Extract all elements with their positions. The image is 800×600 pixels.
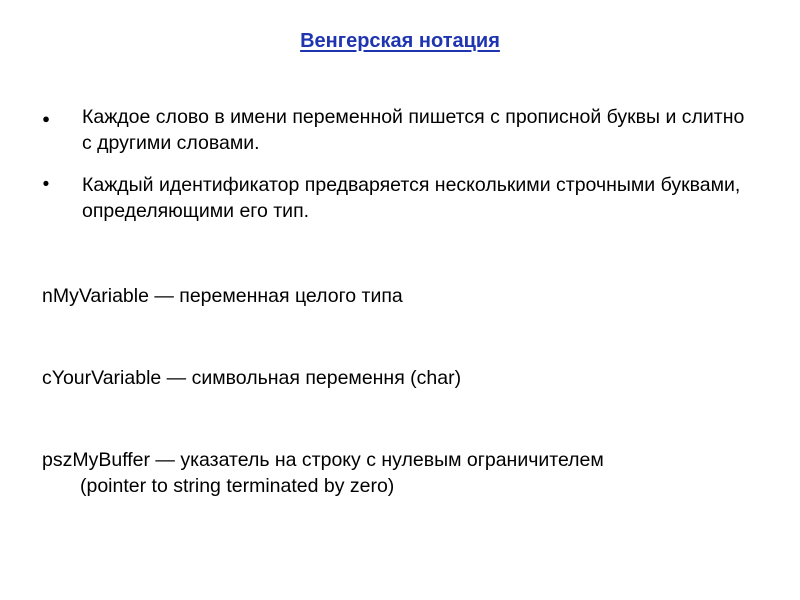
example-line <box>42 447 762 499</box>
example-text-continuation: (pointer to string terminated by zero) <box>80 475 395 497</box>
example-line <box>42 283 762 309</box>
bullet-dot-icon: ● <box>42 111 50 126</box>
bullet-item <box>36 104 756 156</box>
example-text: cYourVariable — символьная перемення (char) <box>42 367 462 389</box>
bullet-dot-icon: • <box>42 174 50 195</box>
example-line <box>42 365 762 391</box>
bullet-list <box>36 104 756 240</box>
example-text: nMyVariable — переменная целого типа <box>42 285 403 307</box>
bullet-text: Каждый идентификатор предваряется несколькими строчными буквами, определяющими его тип. <box>82 174 741 222</box>
bullet-text: Каждое слово в имени переменной пишется с прописной буквы и слитно с другими словами. <box>82 106 745 154</box>
bullet-item <box>36 172 756 224</box>
example-text: pszMyBuffer — указатель на строку с нулевым ограничителем <box>42 449 604 471</box>
slide-title: Венгерская нотация <box>300 30 500 52</box>
